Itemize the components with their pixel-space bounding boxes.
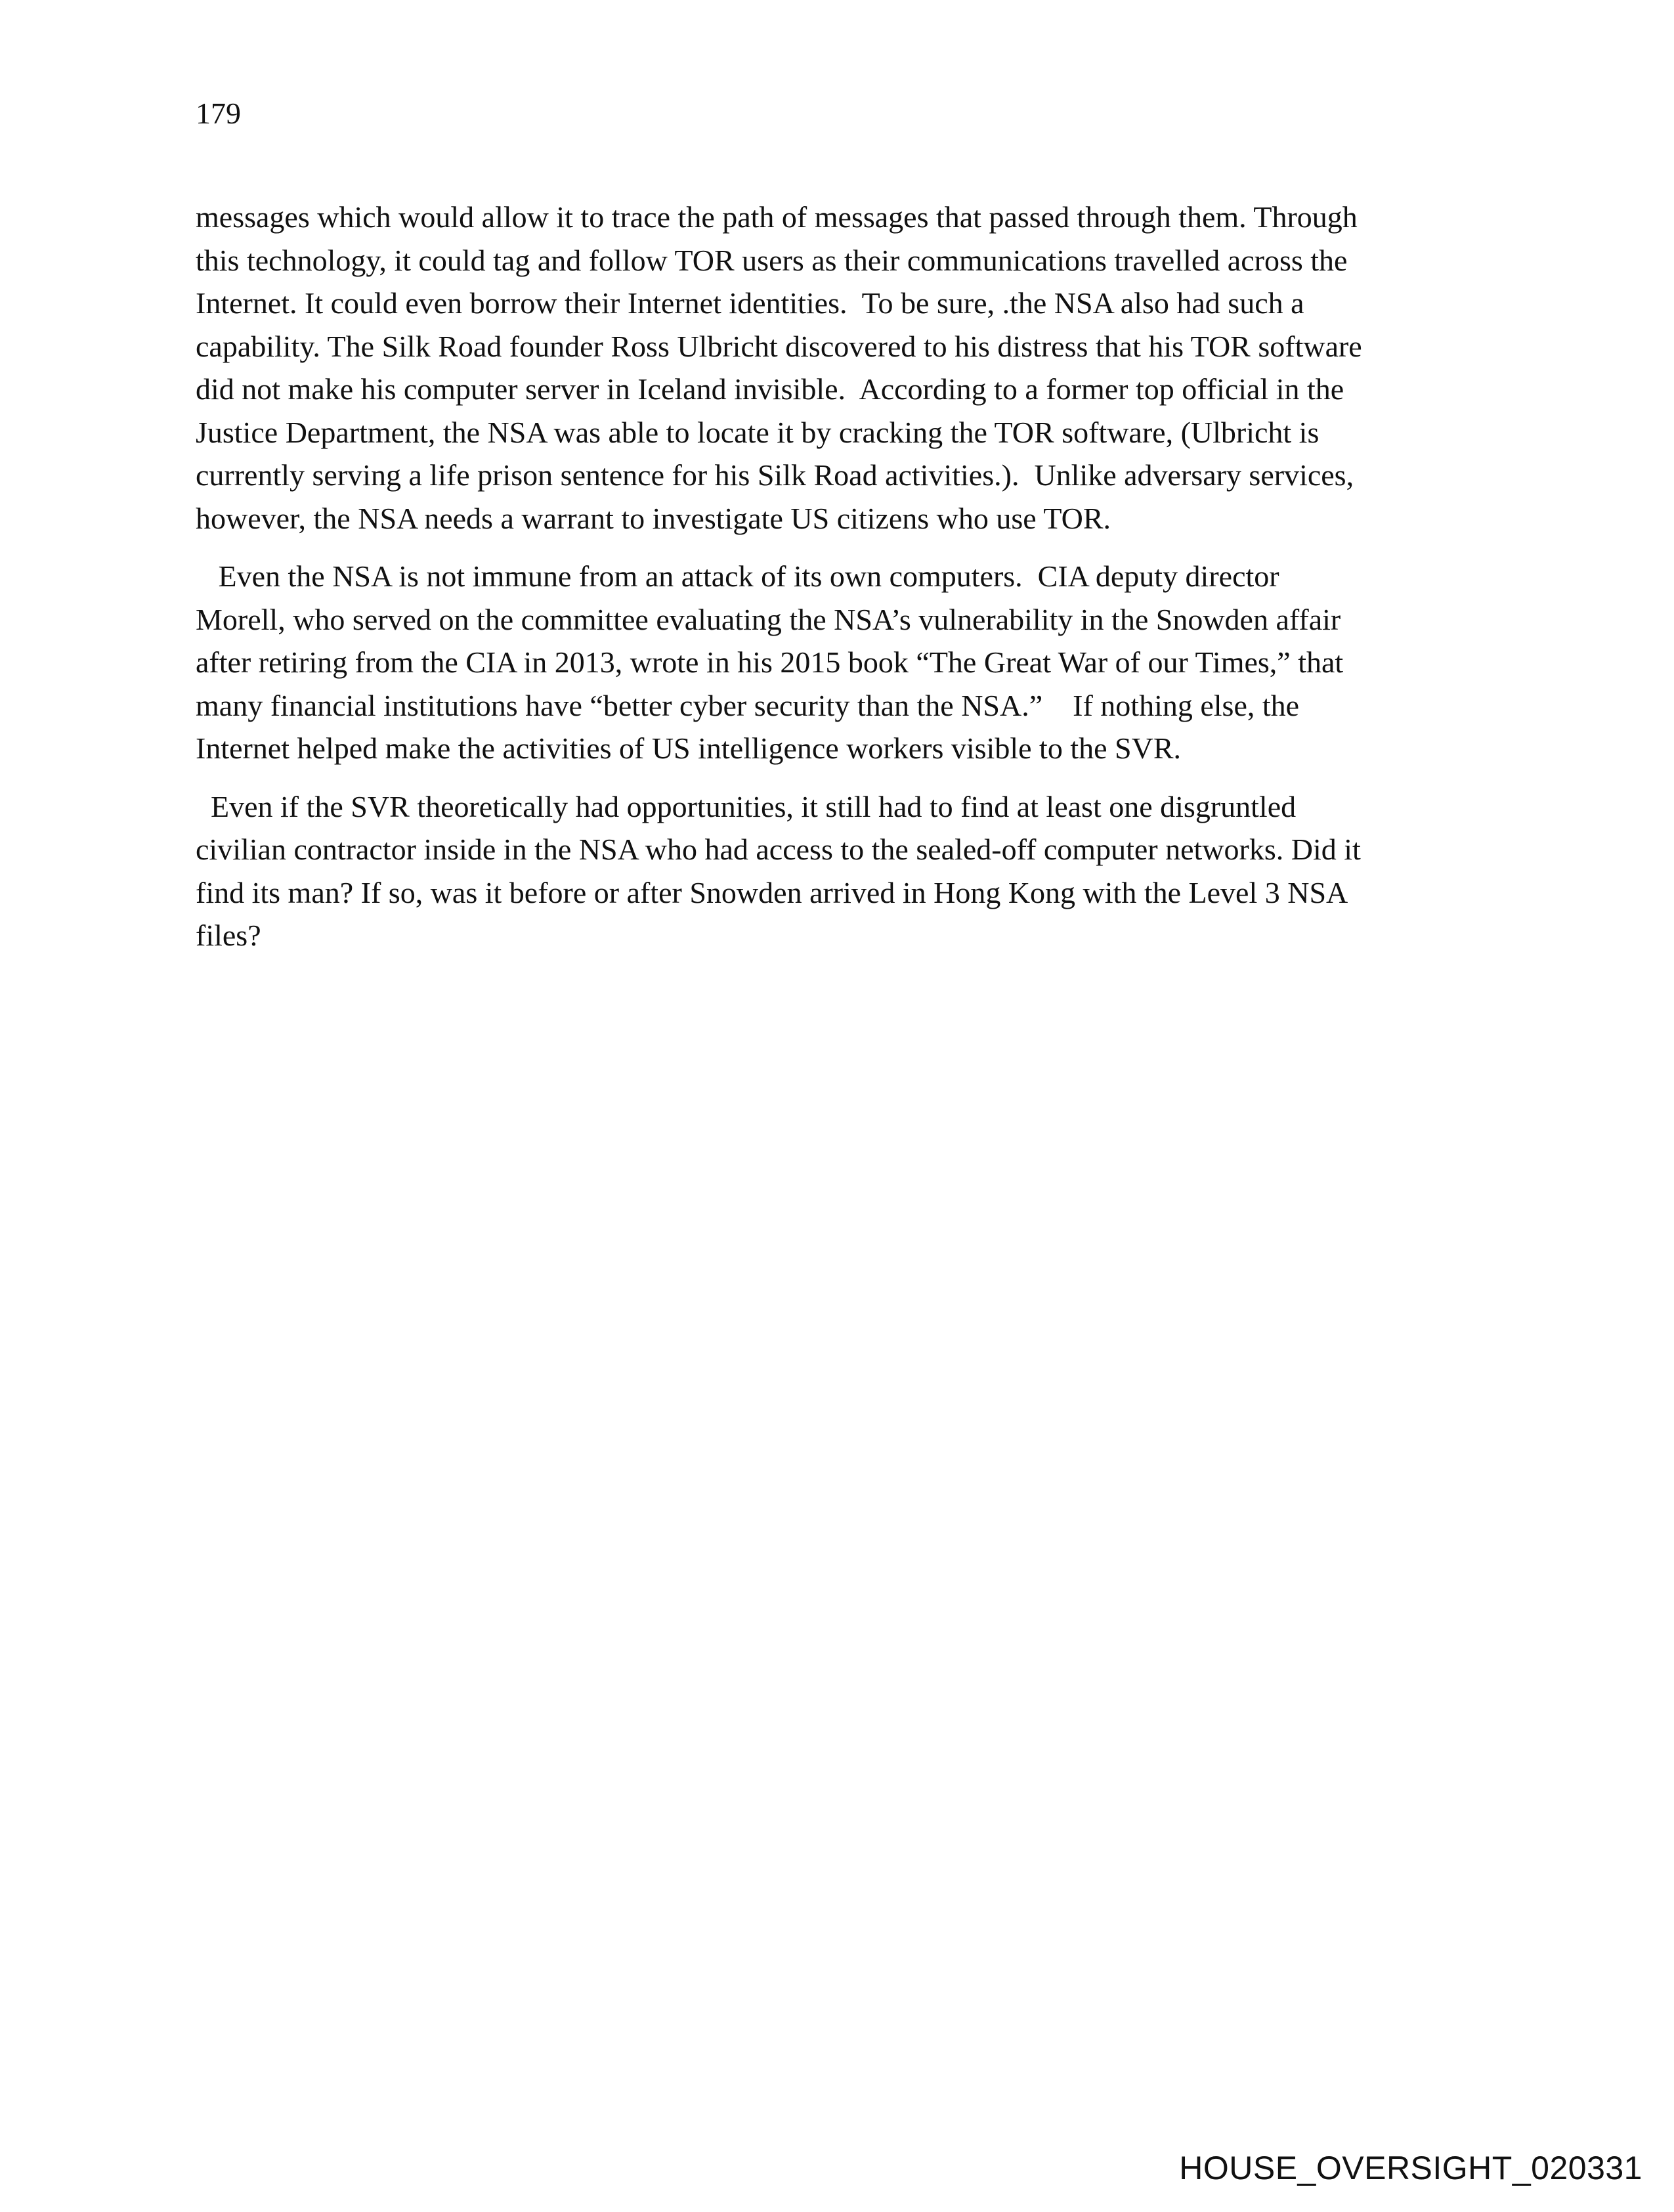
text-line: did not make his computer server in Iceland invisible. According to a former top official in the bbox=[196, 372, 1344, 406]
text-line: Morell, who served on the committee evaluating the NSA’s vulnerability in the Snowden affair bbox=[196, 602, 1341, 636]
page-number: 179 bbox=[196, 97, 241, 130]
paragraph-svr-contractor bbox=[196, 785, 1476, 957]
text-line: Justice Department, the NSA was able to locate it by cracking the TOR software, (Ulbricht is bbox=[196, 415, 1320, 449]
text-line: currently serving a life prison sentence for his Silk Road activities.). Unlike adversary services, bbox=[196, 458, 1354, 492]
text-line: Even the NSA is not immune from an attack of its own computers. CIA deputy director bbox=[196, 559, 1279, 593]
text-line: Internet. It could even borrow their Internet identities. To be sure, .the NSA also had such a bbox=[196, 286, 1304, 320]
body-text bbox=[196, 196, 1476, 957]
text-line: Internet helped make the activities of US intelligence workers visible to the SVR. bbox=[196, 731, 1181, 765]
text-line: files? bbox=[196, 919, 261, 952]
text-line: many financial institutions have “better cyber security than the NSA.” If nothing else, the bbox=[196, 688, 1300, 722]
text-line: civilian contractor inside in the NSA who had access to the sealed-off computer networks. Did it bbox=[196, 833, 1361, 866]
bates-stamp: HOUSE_OVERSIGHT_020331 bbox=[1179, 2150, 1642, 2186]
text-line: Even if the SVR theoretically had opportunities, it still had to find at least one disgruntled bbox=[196, 789, 1297, 823]
text-line: messages which would allow it to trace the path of messages that passed through them. Through bbox=[196, 200, 1358, 234]
paragraph-tor-tracking bbox=[196, 196, 1476, 540]
text-line: however, the NSA needs a warrant to investigate US citizens who use TOR. bbox=[196, 501, 1111, 535]
text-line: after retiring from the CIA in 2013, wrote in his 2015 book “The Great War of our Times,” that bbox=[196, 645, 1344, 679]
text-line: find its man? If so, was it before or after Snowden arrived in Hong Kong with the Level 3 NSA bbox=[196, 875, 1348, 909]
text-line: capability. The Silk Road founder Ross Ulbricht discovered to his distress that his TOR software bbox=[196, 329, 1362, 363]
text-line: this technology, it could tag and follow TOR users as their communications travelled across the bbox=[196, 243, 1348, 277]
paragraph-nsa-vulnerability bbox=[196, 555, 1476, 770]
